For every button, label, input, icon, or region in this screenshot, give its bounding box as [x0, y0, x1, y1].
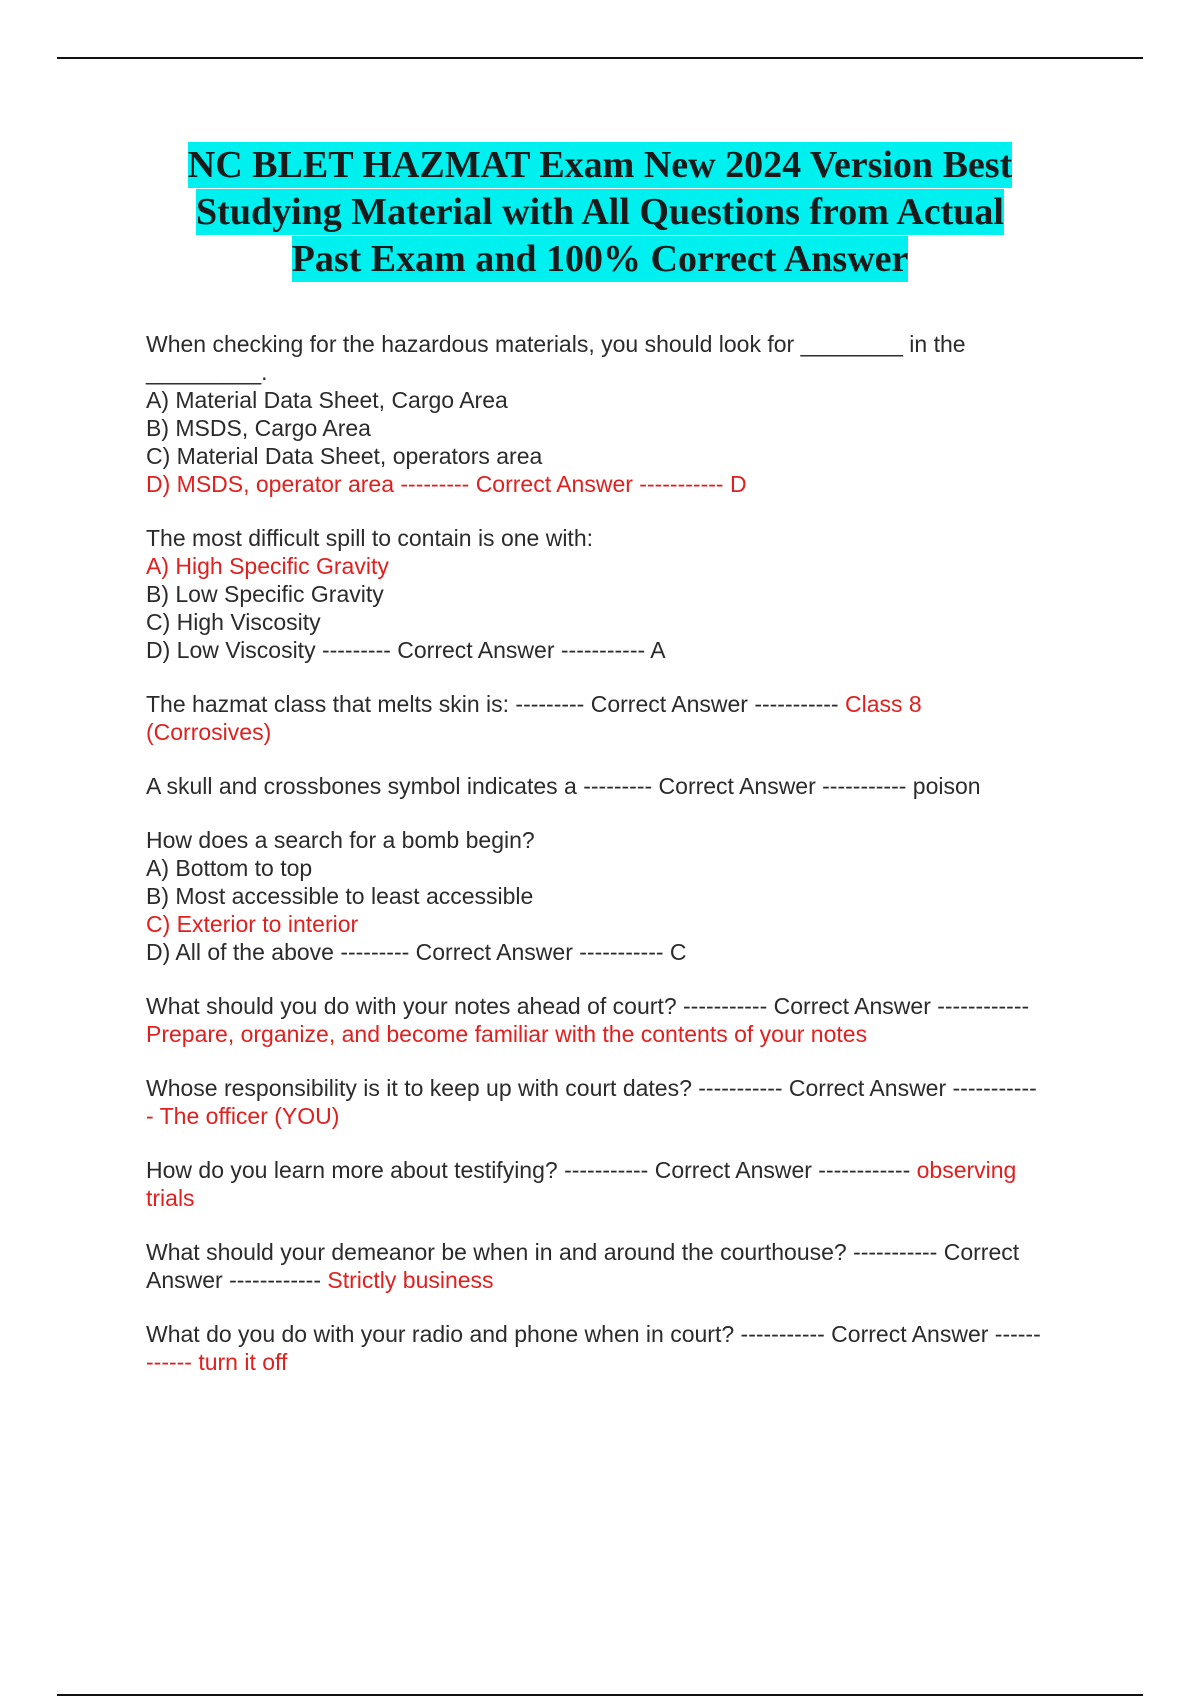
option-d: D) All of the above --------- Correct Answer ----------- C — [146, 939, 687, 965]
question-text: The hazmat class that melts skin is: --------- Correct Answer ----------- — [146, 691, 845, 717]
answer-text-continued: (Corrosives) — [146, 719, 272, 745]
answer-text: observing — [916, 1157, 1017, 1183]
option-d-correct: D) MSDS, operator area --------- Correct Answer ----------- D — [146, 471, 747, 497]
option-a: A) Bottom to top — [146, 855, 313, 881]
question-text: A skull and crossbones symbol indicates a --------- Correct Answer ----------- poison — [146, 773, 981, 799]
question-line-2 — [146, 1266, 1096, 1294]
question-text: What do you do with your radio and phone when in court? ----------- Correct Answer ------ — [146, 1321, 1041, 1347]
question-list — [146, 330, 1096, 1376]
answer-text: - The officer (YOU) — [146, 1103, 340, 1129]
option-c: C) Material Data Sheet, operators area — [146, 443, 543, 469]
option-b: B) MSDS, Cargo Area — [146, 415, 371, 441]
question-text: How do you learn more about testifying? ----------- Correct Answer ------------ — [146, 1157, 917, 1183]
title-line-2: Studying Material with All Questions from Actual — [196, 191, 1004, 233]
option-b: B) Most accessible to least accessible — [146, 883, 534, 909]
question-text: The most difficult spill to contain is one with: — [146, 525, 594, 551]
answer-text: Prepare, organize, and become familiar with the contents of your notes — [146, 1021, 868, 1047]
question-block-7 — [146, 1074, 1096, 1130]
question-block-10 — [146, 1320, 1096, 1376]
answer-text: Strictly business — [327, 1267, 494, 1293]
question-text: What should you do with your notes ahead of court? ----------- Correct Answer ------------ — [146, 993, 1030, 1019]
answer-text-continued: trials — [146, 1185, 195, 1211]
document-title — [150, 142, 1050, 283]
option-d: D) Low Viscosity --------- Correct Answer ----------- A — [146, 637, 666, 663]
option-a: A) Material Data Sheet, Cargo Area — [146, 387, 508, 413]
question-block-8 — [146, 1156, 1096, 1212]
question-text: When checking for the hazardous materials, you should look for ________ in the — [146, 331, 966, 357]
question-block-5 — [146, 826, 1096, 966]
question-block-9 — [146, 1238, 1096, 1294]
question-text: How does a search for a bomb begin? — [146, 827, 535, 853]
option-a-correct: A) High Specific Gravity — [146, 553, 389, 579]
question-text: What should your demeanor be when in and around the courthouse? ----------- Correct — [146, 1239, 1020, 1265]
option-c: C) High Viscosity — [146, 609, 321, 635]
answer-text: Class 8 — [844, 691, 922, 717]
question-line — [146, 690, 1096, 718]
question-block-2 — [146, 524, 1096, 664]
option-b: B) Low Specific Gravity — [146, 581, 384, 607]
question-block-6 — [146, 992, 1096, 1048]
question-text-continued: _________. — [146, 359, 268, 385]
answer-text: ------ turn it off — [146, 1349, 288, 1375]
question-line — [146, 1156, 1096, 1184]
title-line-1: NC BLET HAZMAT Exam New 2024 Version Best — [187, 144, 1013, 186]
option-c-correct: C) Exterior to interior — [146, 911, 359, 937]
question-block-4 — [146, 772, 1096, 800]
question-block-1 — [146, 330, 1096, 498]
question-block-3 — [146, 690, 1096, 746]
question-text: Whose responsibility is it to keep up with court dates? ----------- Correct Answer ----------- — [146, 1075, 1037, 1101]
bottom-rule — [57, 1694, 1143, 1696]
title-line-3: Past Exam and 100% Correct Answer — [291, 238, 909, 280]
top-rule — [57, 57, 1143, 59]
question-text-continued: Answer ------------ — [146, 1267, 328, 1293]
